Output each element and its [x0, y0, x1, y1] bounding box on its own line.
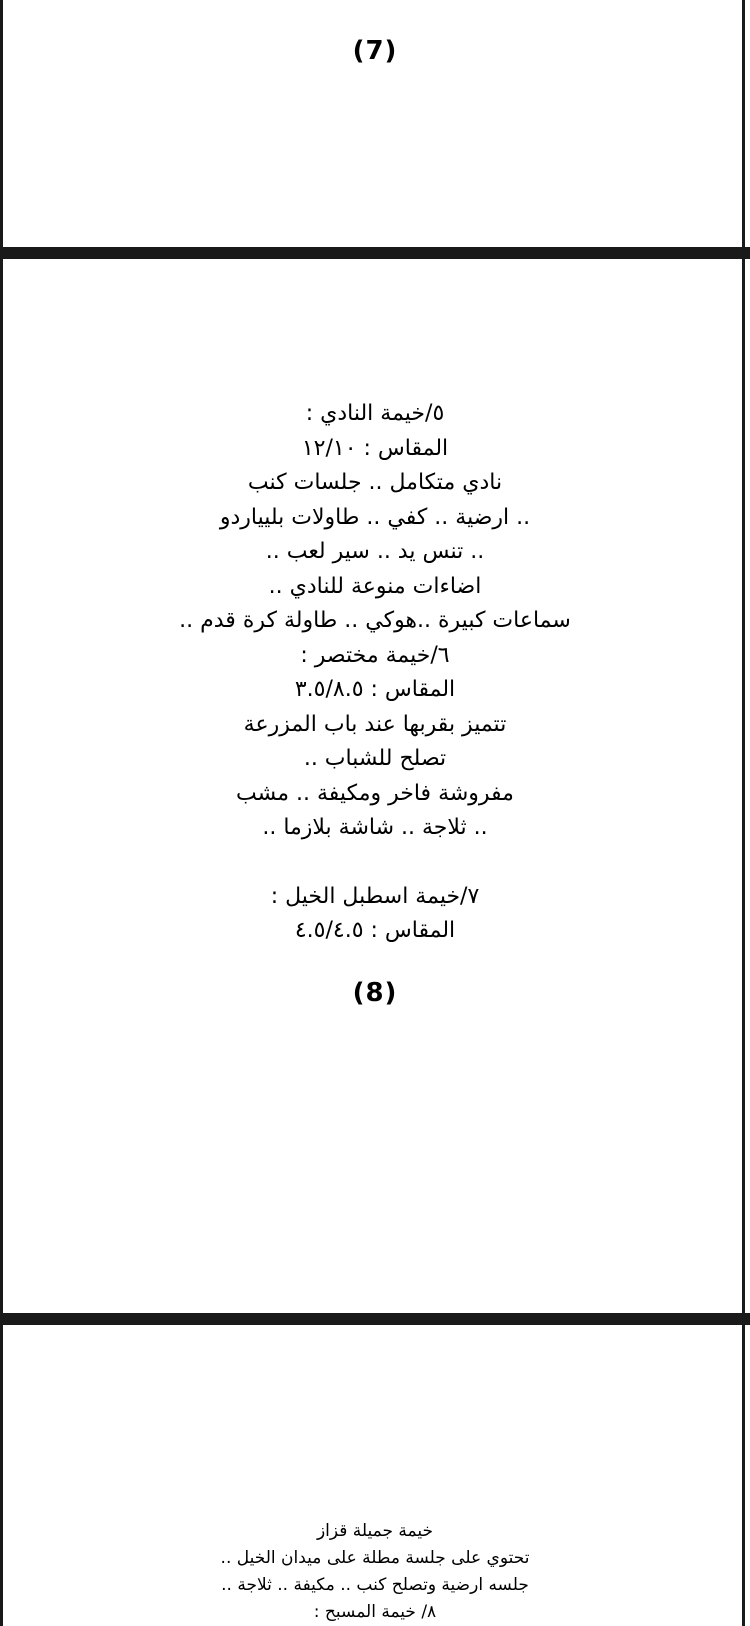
text-line: ٥/خيمة النادي :	[305, 401, 445, 426]
paragraph-gap	[20, 846, 730, 880]
text-line: المقاس : ٣.٥/٨.٥	[294, 677, 456, 702]
text-line: مفروشة فاخر ومكيفة .. مشب	[236, 780, 514, 806]
text-line: تتميز بقربها عند باب المزرعة	[243, 711, 507, 737]
bottom-text-block	[20, 1518, 730, 1626]
text-line: تصلح للشباب ..	[303, 746, 447, 771]
page-divider-top	[0, 247, 750, 259]
text-line: .. ثلاجة .. شاشة بلازما ..	[262, 815, 488, 840]
text-line: ٨/ خيمة المسبح :	[313, 1602, 437, 1622]
main-text-block	[20, 397, 730, 949]
text-line: تحتوي على جلسة مطلة على ميدان الخيل ..	[220, 1548, 530, 1568]
text-line: المقاس : ٤.٥/٤.٥	[294, 918, 456, 943]
page-number-8: (8)	[352, 978, 398, 1008]
text-line: اضاءات منوعة للنادي ..	[268, 573, 482, 599]
text-line: خيمة جميلة قزاز	[316, 1521, 434, 1541]
text-line: المقاس : ١٢/١٠	[301, 435, 449, 461]
right-border	[742, 0, 745, 1626]
text-line: جلسه ارضية وتصلح كنب .. مكيفة .. ثلاجة ..	[221, 1575, 529, 1595]
text-line: .. ارضية .. كفي .. طاولات بليياردو	[219, 504, 531, 530]
page-number-7: (7)	[352, 36, 398, 66]
text-line: ٧/خيمة اسطبل الخيل :	[270, 883, 480, 909]
left-border	[0, 0, 3, 1626]
text-line: نادي متكامل .. جلسات كنب	[247, 470, 503, 495]
page-divider-bottom	[0, 1313, 750, 1325]
text-line: سماعات كبيرة ..هوكي .. طاولة كرة قدم ..	[179, 608, 571, 633]
text-line: .. تنس يد .. سير لعب ..	[265, 539, 485, 564]
text-line: ٦/خيمة مختصر :	[300, 642, 450, 668]
